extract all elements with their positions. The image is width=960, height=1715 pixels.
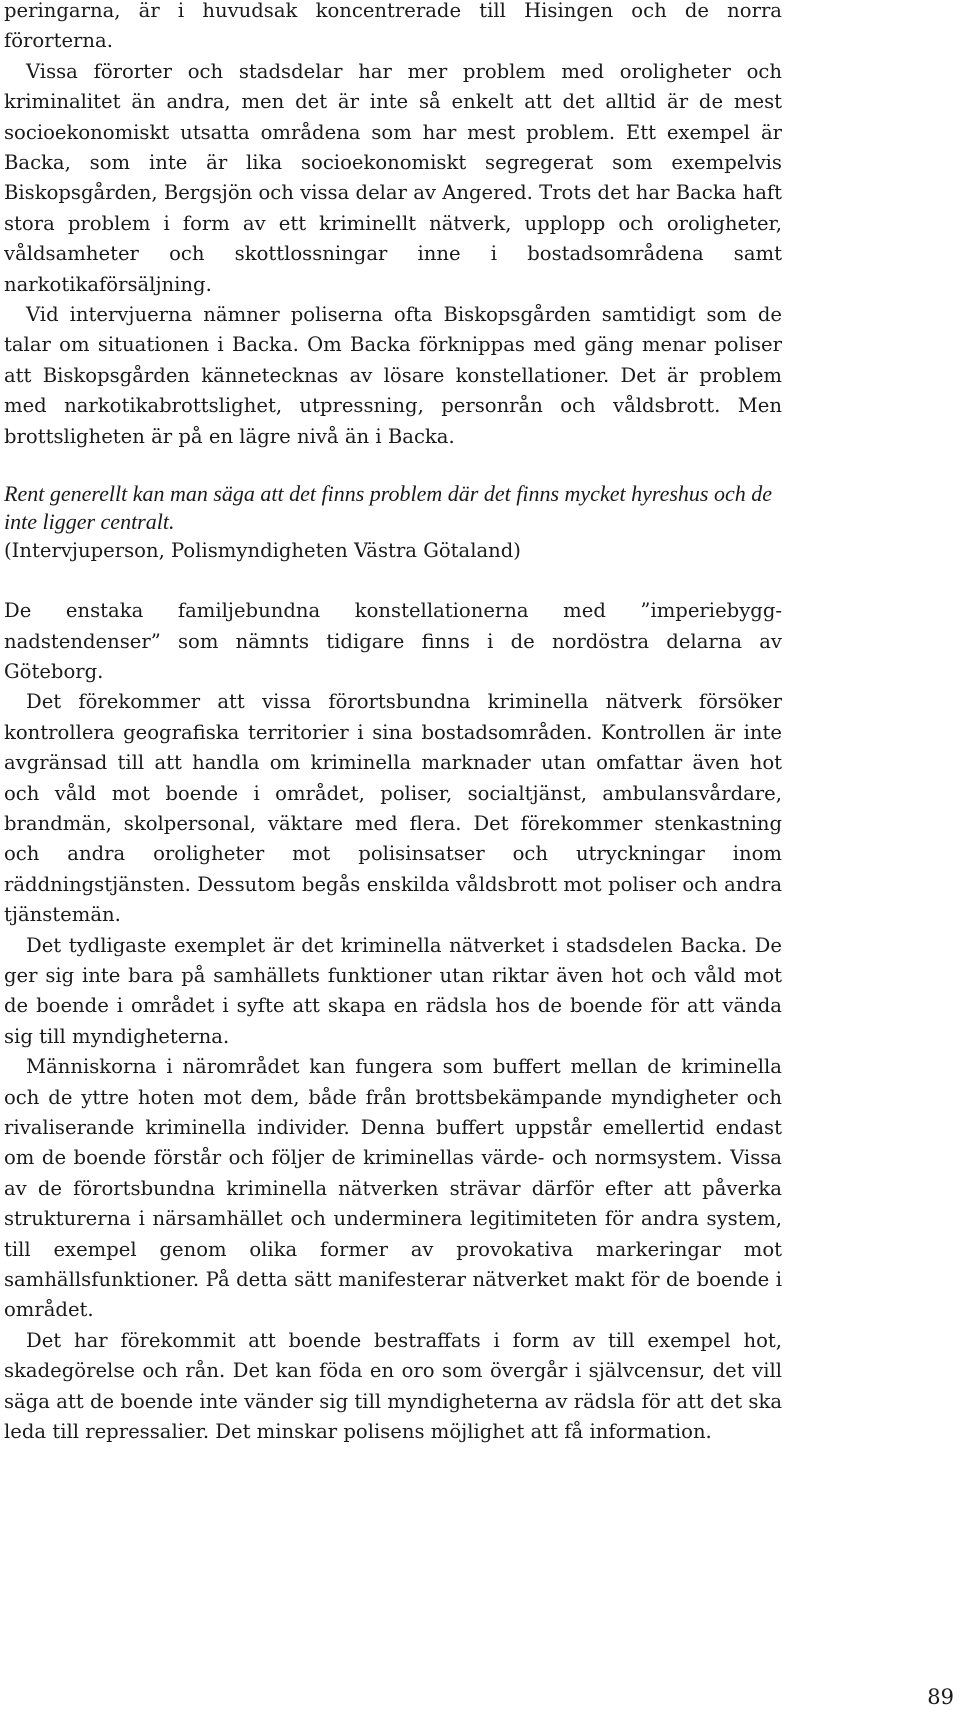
paragraph-backa-problems: Vissa förorter och stadsdelar har mer problem med oroligheter och kriminalitet än andra, men det är inte så enkelt att det alltid är de mest socioekonomiskt utsatta områdena som har mest problem. Ett exempel är Backa, som inte är lika socioekonomiskt segregerat som exempelvis Biskopsgården, Bergsjön och vissa delar av Angered. Trots det har Backa haft stora problem i form av ett kriminellt nätverk, upplopp och oroligheter, våldsamheter och skottlossningar inne i bostadsområdena samt narkotikaförsäljning. <box>4 59 782 296</box>
paragraph-continuation: peringarna, är i huvudsak koncentrerade till Hisingen och de norra förorterna. <box>4 0 782 53</box>
document-page <box>4 0 782 1447</box>
interview-quote-block <box>4 480 782 566</box>
paragraph-biskopsgarden: Vid intervjuerna nämner poliserna ofta Biskopsgården samtidigt som de talar om situationen i Backa. Om Backa förknippas med gäng menar poliser att Biskopsgården kännetecknas av lösare konstellationer. Det är problem med narkotikabrottslighet, utpressning, personrån och våldsbrott. Men brottsligheten är på en lägre nivå än i Backa. <box>4 303 782 448</box>
paragraph-buffer: Människorna i närområdet kan fungera som buffert mellan de kriminella och de yttre hoten mot dem, både från brottsbekämpande myndigheter och rivaliserande kriminella individer. Denna buffert uppstår emellertid endast om de boende förstår och följer de kriminellas värde- och normsystem. Vissa av de förortsbundna kriminella nätverken strävar därför efter att påverka strukturerna i närsamhället och underminera legitimiteten för andra system, till exempel genom olika former av provokativa markeringar mot samhällsfunktioner. På detta sätt manifesterar nätverket makt för de boende i området. <box>4 1055 782 1322</box>
paragraph-punishment: Det har förekommit att boende bestraffats i form av till exempel hot, skadegörelse och rån. Det kan föda en oro som övergår i självcensur, det vill säga att de boende inte vänder sig till myndigheterna av rädsla för att det ska leda till repressalier. Det minskar polisens möjlighet att få information. <box>4 1328 782 1444</box>
paragraph-territorial-control: Det förekommer att vissa förortsbundna kriminella nätverk försöker kontrollera geografiska territorier i sina bostadsområden. Kontrollen är inte avgränsad till att handla om kriminella marknader utan omfattar även hot och våld mot boende i området, poliser, socialtjänst, ambulansvårdare, brandmän, skolpersonal, väktare med flera. Det förekommer stenkastning och andra oroligheter mot polisinsatser och utryckningar inom räddningstjänsten. Dessutom begås enskilda våldsbrott mot poliser och andra tjänstemän. <box>4 690 782 927</box>
paragraph-family-constellations: De enstaka familjebundna konstellationerna med ”imperiebyggnadstendenser” som nämnts tidigare finns i de nordöstra delarna av Göteborg. <box>4 599 782 683</box>
page-number: 89 <box>927 1685 954 1709</box>
paragraph-backa-network: Det tydligaste exemplet är det kriminella nätverket i stadsdelen Backa. De ger sig inte bara på samhällets funktioner utan riktar även hot och våld mot de boende i området i syfte att skapa en rädsla hos de boende för att vända sig till myndigheterna. <box>4 933 782 1048</box>
quote-source: (Intervjuperson, Polismyndigheten Västra Götaland) <box>4 539 521 563</box>
interview-quote: Rent generellt kan man säga att det finns problem där det finns mycket hyreshus och de inte ligger centralt. <box>4 481 773 535</box>
